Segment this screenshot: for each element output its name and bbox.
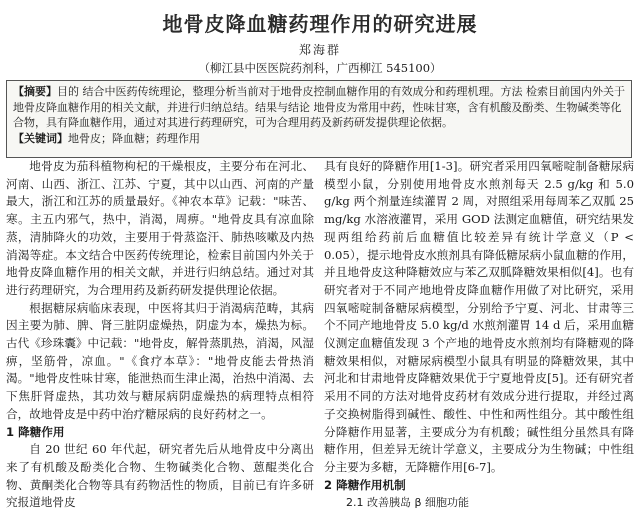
section-heading-2: 2 降糖作用机制	[324, 477, 406, 492]
abstract-paragraph	[13, 84, 625, 131]
body-paragraph-section1: 自 20 世纪 60 年代起，研究者先后从地骨皮中分离出来了有机酸及酚类化合物、生物碱类化合物、蒽醌类化合物、黄酮类化合物等具有药物活性的物质，目前已有许多研究报道地骨皮	[6, 442, 314, 510]
body-paragraph-continued: 具有良好的降糖作用[1-3]。研究者采用四氧嘧啶制备糖尿病模型小鼠，分别使用地骨皮水煎剂每天 2.5 g/kg 和 5.0 g/kg 两个剂量连续灌胃 2 周，对照组采用每周苯乙双胍 25 mg/kg 水溶液灌胃，采用 GOD 法测定血糖值，研究结果发现两组给药前后血糖值比较差异有统计学意义（P < 0.05），提示地骨皮水煎剂具有降低糖尿病小鼠血糖的作用，并且地骨皮这种降糖效应与苯乙双胍降糖效果相似[4]。也有研究者对于不同产地地骨皮降血糖作用做了对比研究，采用四氧嘧啶制备糖尿病模型，分别给予宁夏、河北、甘肃等三个不同产地地骨皮 5.0 kg/d 水煎剂灌胃 14 d 后，采用血糖仪测定血糖值发现 3 个产地的地骨皮水煎剂均有降糖观的降糖效果相似，对糖尿病模型小鼠具有明显的降糖效果，其中河北和甘肃地骨皮降糖效果优于宁夏地骨皮[5]。还有研究者采用不同的方法对地骨皮药材有效成分进行提取，并经过离子交换树脂得到碱性、酸性、中性和两性组分。其中酸性组分降糖作用显著，主要成分为有机酸；碱性组分虽然具有降糖作用，但差异无统计学意义，主要成分为生物碱；中性组分主要为多糖，无降糖作用[6-7]。	[324, 159, 634, 474]
section-heading-1: 1 降糖作用	[6, 424, 65, 439]
keywords-label: 【关键词】	[13, 131, 68, 145]
subsection-heading-2-1: 2.1 改善胰岛 β 细胞功能	[346, 496, 470, 510]
abstract-label: 【摘要】	[13, 85, 57, 98]
keywords-text: 地骨皮；降血糖；药理作用	[68, 131, 200, 145]
abstract-text: 目的 结合中医药传统理论，整理分析当前对于地骨皮控制血糖作用的有效成分和药理机理。方法 检索目前国内外关于地骨皮降血糖作用的相关文献，并进行归纳总结。结果与结论 地骨皮为常用中药，性味甘寒，含有机酸及酚类、生物碱类等化合物，具有降血糖作用，通过对其进行药理研究，可为合理用药及新药研发提供理论依据。	[13, 85, 625, 129]
body-paragraph-tcm: 根据糖尿病临床表现，中医将其归于消渴病范畴，其病因主要为肺、脾、肾三脏阴虚燥热，阴虚为本，燥热为标。古代《珍珠囊》中记载："地骨皮，解骨蒸肌热，消渴，风湿痹，坚筋骨，凉血。"《食疗本草》："地骨皮能去骨热消渴。"地骨皮性味甘寒，能泄热而生津止渴，治热中消渴、去下焦肝肾虚热，其功效与糖尿病阴虚燥热的病理特点相符合，故地骨皮是中药中治疗糖尿病的良好药材之一。	[6, 300, 314, 421]
author-affiliation: （柳江县中医医院药剂科，广西柳江 545100）	[198, 61, 442, 75]
article-title: 地骨皮降血糖药理作用的研究进展	[162, 12, 478, 36]
abstract-box	[6, 80, 632, 158]
article-author: 郑海群	[298, 43, 341, 57]
body-paragraph-intro: 地骨皮为茄科植物枸杞的干燥根皮，主要分布在河北、河南、山西、浙江、江苏、宁夏，其中以山西、河南的产量最大，浙江和江苏的质量最好。《神农本草》记载："味苦、寒。主五内邪气，热中，消渴，周痹。"地骨皮具有凉血除蒸，清肺降火的功效，主要用于骨蒸盗汗、肺热咳嗽及内热消渴等症。本文结合中医药传统理论，检索目前国内外关于地骨皮降血糖作用的相关文献，并进行归纳总结。通过对其进行药理研究，为合理用药及新药研发提供理论依据。	[6, 159, 314, 297]
left-column	[6, 158, 314, 512]
keywords-paragraph	[13, 131, 625, 147]
right-column	[324, 158, 634, 512]
